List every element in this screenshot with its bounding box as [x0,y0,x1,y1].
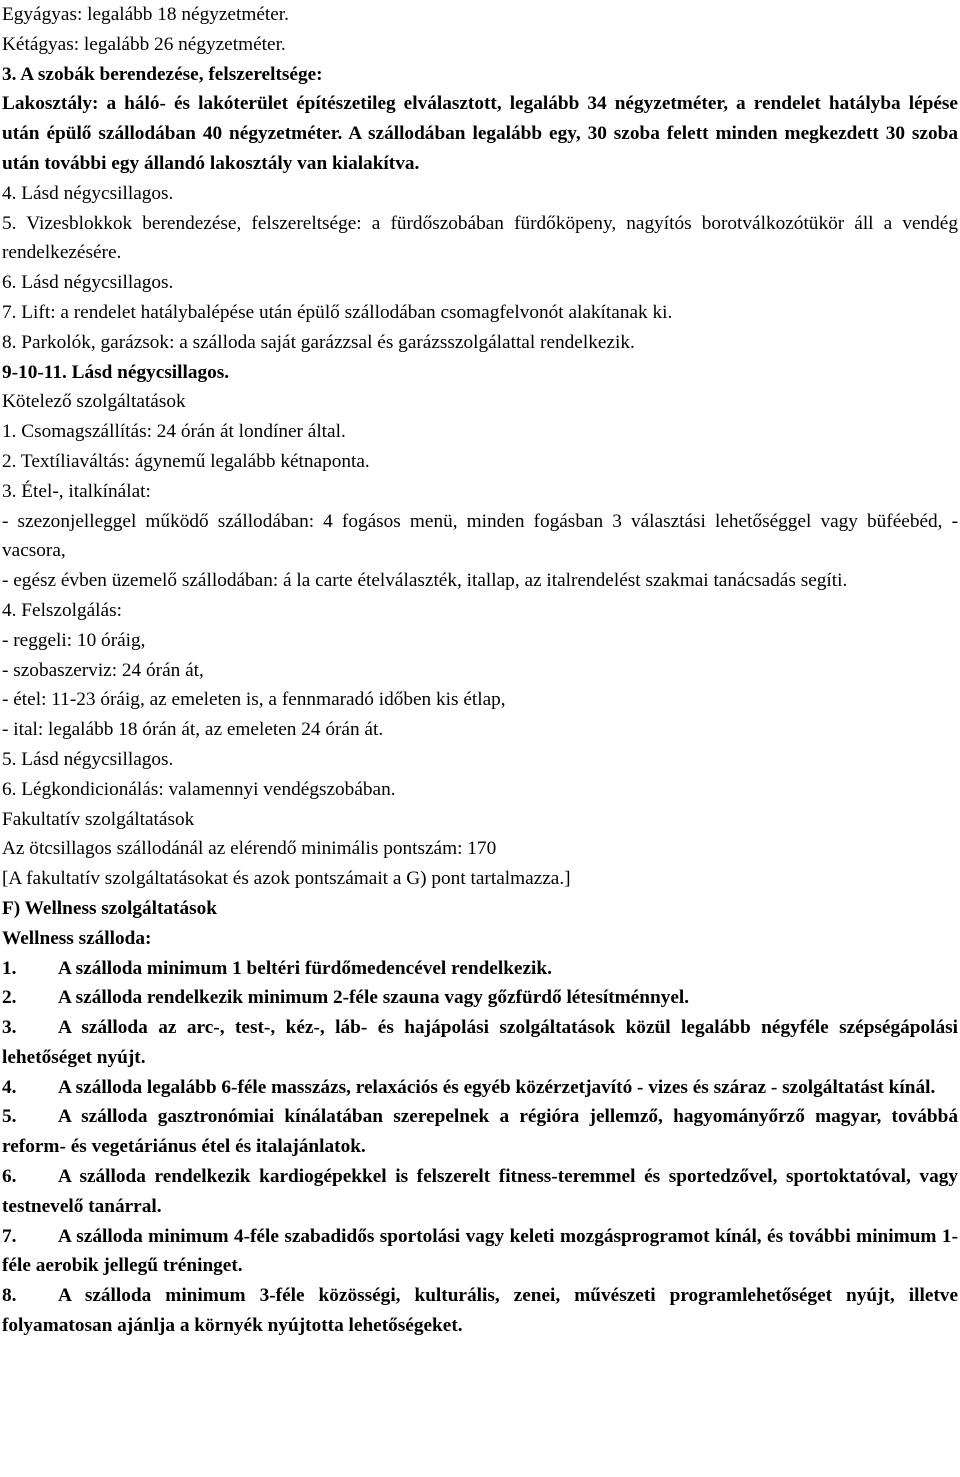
mandatory-heading: Kötelező szolgáltatások [2,391,186,413]
wellness-item-text: A szálloda az arc-, test-, kéz-, láb- és hajápolási szolgáltatások közül legalább négyféle szépségápolási lehetőséget nyújt. [2,1017,958,1068]
wellness-item [2,1073,958,1103]
wellness-item [2,954,958,984]
wellness-item-text: A szálloda legalább 6-féle masszázs, relaxációs és egyéb közérzetjavító - vizes és száraz - szolgáltatást kínál. [58,1076,936,1098]
mandatory-line: - étel: 11-23 óráig, az emeleten is, a fennmaradó időben kis étlap, [2,689,506,711]
item-7: 7. Lift: a rendelet hatálybalépése után épülő szállodában csomagfelvonót alakítanak ki. [2,301,673,323]
optional-min-score: Az ötcsillagos szállodánál az elérendő minimális pontszám: 170 [2,838,497,860]
mandatory-line: 2. Textíliaváltás: ágynemű legalább kétnaponta. [2,450,370,472]
item-5: 5. Vizesblokkok berendezése, felszereltsége: a fürdőszobában fürdőköpeny, nagyítós borotválkozótükör áll a vendég rendelkezésére. [2,212,958,264]
wellness-item [2,1162,958,1222]
mandatory-line: - szobaszerviz: 24 órán át, [2,659,204,681]
wellness-item-text: A szálloda rendelkezik minimum 2-féle szauna vagy gőzfürdő létesítménnyel. [58,987,690,1009]
wellness-section-heading: F) Wellness szolgáltatások [2,897,217,919]
wellness-item [2,1013,958,1073]
wellness-item-text: A szálloda rendelkezik kardiogépekkel is felszerelt fitness-teremmel és sportedzővel, sportoktatóval, vagy testnevelő tanárral. [2,1166,958,1217]
wellness-item-number: 8. [2,1285,17,1307]
mandatory-line: - egész évben üzemelő szállodában: á la carte ételválaszték, itallap, az italrendelést szakmai tanácsadás segíti. [2,570,848,592]
wellness-item-number: 6. [2,1166,17,1188]
mandatory-line: - reggeli: 10 óráig, [2,629,146,651]
wellness-item [2,1281,958,1341]
wellness-item-number: 4. [2,1076,17,1098]
mandatory-line: 6. Légkondicionálás: valamennyi vendégszobában. [2,778,396,800]
wellness-item-text: A szálloda minimum 3-féle közösségi, kulturális, zenei, művészeti programlehetőséget nyújt, illetve folyamatosan ajánlja a környék nyújtotta lehetőségeket. [2,1285,958,1337]
wellness-item [2,1222,958,1282]
suite-paragraph: Lakosztály: a háló- és lakóterület építészetileg elválasztott, legalább 34 négyzetméter, a rendelet hatályba lépése után épülő szállodában 40 négyzetméter. A szállodában legalább egy, 30 szoba felett minden megkezdett 30 szoba után további egy állandó lakosztály van kialakítva. [2,93,958,174]
optional-note: [A fakultatív szolgáltatásokat és azok pontszámait a G) pont tartalmazza.] [2,868,571,890]
wellness-item-number: 1. [2,957,17,979]
mandatory-line: 4. Felszolgálás: [2,599,122,621]
mandatory-line: 1. Csomagszállítás: 24 órán át londíner által. [2,421,346,443]
wellness-item-number: 3. [2,1017,17,1039]
wellness-item-number: 7. [2,1225,17,1247]
mandatory-line: 5. Lásd négycsillagos. [2,748,174,770]
item-8: 8. Parkolók, garázsok: a szálloda saját garázzsal és garázsszolgálattal rendelkezik. [2,331,635,353]
wellness-item-text: A szálloda gasztronómiai kínálatában szerepelnek a régióra jellemző, hagyományőrző magyar, továbbá reform- és vegetáriánus étel és italajánlatok. [2,1106,958,1158]
item-6: 6. Lásd négycsillagos. [2,272,174,294]
optional-heading: Fakultatív szolgáltatások [2,808,195,830]
mandatory-line: - szezonjelleggel működő szállodában: 4 fogásos menü, minden fogásban 3 választási lehetőséggel vagy büféebéd, -vacsora, [2,510,958,562]
wellness-item-text: A szálloda minimum 4-féle szabadidős sportolási vagy keleti mozgásprogramot kínál, és további minimum 1-féle aerobik jellegű tréninget. [2,1225,958,1277]
wellness-item-number: 2. [2,987,17,1009]
mandatory-line: 3. Étel-, italkínálat: [2,480,151,502]
room-size-double: Kétágyas: legalább 26 négyzetméter. [2,33,286,55]
mandatory-line: - ital: legalább 18 órán át, az emeleten 24 órán át. [2,719,384,741]
item-4: 4. Lásd négycsillagos. [2,182,174,204]
wellness-item-text: A szálloda minimum 1 beltéri fürdőmedencével rendelkezik. [58,957,552,979]
item-9-10-11: 9-10-11. Lásd négycsillagos. [2,361,230,383]
wellness-item-number: 5. [2,1106,17,1128]
wellness-item [2,983,958,1013]
rooms-heading: 3. A szobák berendezése, felszereltsége: [2,63,323,85]
wellness-sub-heading: Wellness szálloda: [2,927,152,949]
wellness-item [2,1102,958,1162]
room-size-single: Egyágyas: legalább 18 négyzetméter. [2,4,289,25]
